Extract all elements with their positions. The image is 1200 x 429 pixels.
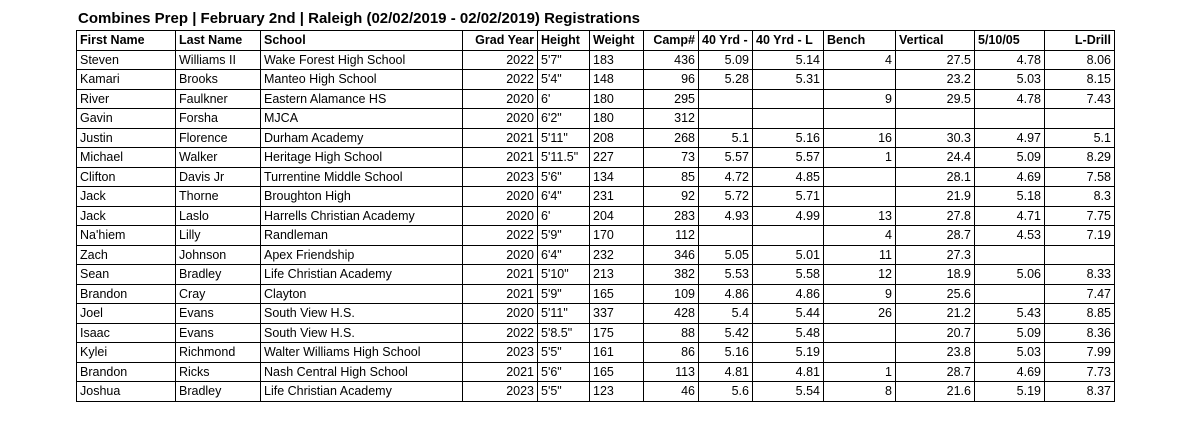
table-cell: 6'2"	[538, 109, 590, 129]
table-cell: Evans	[176, 304, 261, 324]
column-header: Weight	[590, 31, 644, 51]
table-cell: 5.1	[699, 128, 753, 148]
table-cell: 8.15	[1045, 70, 1115, 90]
table-cell: 28.7	[896, 362, 975, 382]
table-cell: 7.75	[1045, 206, 1115, 226]
column-header: L-Drill	[1045, 31, 1115, 51]
table-cell: 337	[590, 304, 644, 324]
table-cell	[824, 109, 896, 129]
table-cell: 4.69	[975, 167, 1045, 187]
table-cell: 5.14	[753, 50, 824, 70]
table-cell: 183	[590, 50, 644, 70]
table-cell: 2021	[463, 284, 538, 304]
table-cell: 295	[644, 89, 699, 109]
table-cell	[824, 323, 896, 343]
table-cell: 5.03	[975, 70, 1045, 90]
table-cell	[1045, 245, 1115, 265]
table-cell: Kamari	[77, 70, 176, 90]
table-cell: 283	[644, 206, 699, 226]
table-cell: 7.47	[1045, 284, 1115, 304]
table-cell: 21.9	[896, 187, 975, 207]
table-cell: 4.81	[699, 362, 753, 382]
table-cell: Florence	[176, 128, 261, 148]
table-cell: Brandon	[77, 362, 176, 382]
table-cell: 23.2	[896, 70, 975, 90]
table-cell: 180	[590, 89, 644, 109]
table-cell: 4.86	[699, 284, 753, 304]
table-cell: 382	[644, 265, 699, 285]
column-header: Last Name	[176, 31, 261, 51]
table-cell: 12	[824, 265, 896, 285]
table-cell: Jack	[77, 187, 176, 207]
table-cell: 73	[644, 148, 699, 168]
table-cell: 5'11"	[538, 128, 590, 148]
table-row	[77, 265, 1115, 285]
column-header: Bench	[824, 31, 896, 51]
column-header: School	[261, 31, 463, 51]
table-cell: 7.43	[1045, 89, 1115, 109]
table-cell: Clayton	[261, 284, 463, 304]
table-cell: 4.69	[975, 362, 1045, 382]
table-cell: 5.1	[1045, 128, 1115, 148]
table-cell	[975, 284, 1045, 304]
table-cell: 4.72	[699, 167, 753, 187]
table-row	[77, 304, 1115, 324]
table-cell: 9	[824, 89, 896, 109]
column-header: Height	[538, 31, 590, 51]
table-cell: 6'	[538, 206, 590, 226]
table-cell: 5'6"	[538, 167, 590, 187]
table-cell: 5.44	[753, 304, 824, 324]
table-cell: Bradley	[176, 382, 261, 402]
table-cell: Joshua	[77, 382, 176, 402]
table-row	[77, 187, 1115, 207]
table-cell: Walter Williams High School	[261, 343, 463, 363]
table-cell	[753, 109, 824, 129]
table-cell: 27.5	[896, 50, 975, 70]
table-cell	[824, 70, 896, 90]
table-cell: Nash Central High School	[261, 362, 463, 382]
table-cell: Broughton High	[261, 187, 463, 207]
table-cell: 2021	[463, 265, 538, 285]
table-cell: 268	[644, 128, 699, 148]
table-cell: 5.43	[975, 304, 1045, 324]
table-cell: 231	[590, 187, 644, 207]
table-cell: 346	[644, 245, 699, 265]
table-cell: Thorne	[176, 187, 261, 207]
table-cell	[975, 109, 1045, 129]
table-cell: 8.3	[1045, 187, 1115, 207]
table-row	[77, 206, 1115, 226]
table-cell: 5.09	[699, 50, 753, 70]
table-cell: 5.03	[975, 343, 1045, 363]
table-row	[77, 50, 1115, 70]
table-cell: 2020	[463, 89, 538, 109]
table-cell: 175	[590, 323, 644, 343]
table-cell: Apex Friendship	[261, 245, 463, 265]
table-row	[77, 148, 1115, 168]
table-cell: 7.73	[1045, 362, 1115, 382]
table-cell: 5'10"	[538, 265, 590, 285]
table-cell: Gavin	[77, 109, 176, 129]
table-cell: 204	[590, 206, 644, 226]
table-cell: 2021	[463, 128, 538, 148]
table-cell: 165	[590, 362, 644, 382]
table-cell: 86	[644, 343, 699, 363]
column-header: 5/10/05	[975, 31, 1045, 51]
table-cell: 5'7"	[538, 50, 590, 70]
table-cell: 112	[644, 226, 699, 246]
table-cell: Eastern Alamance HS	[261, 89, 463, 109]
table-cell: 4.81	[753, 362, 824, 382]
table-cell: MJCA	[261, 109, 463, 129]
table-cell: 2023	[463, 382, 538, 402]
table-cell: 227	[590, 148, 644, 168]
table-cell	[824, 343, 896, 363]
table-cell: 21.6	[896, 382, 975, 402]
table-cell: 2022	[463, 70, 538, 90]
table-row	[77, 167, 1115, 187]
table-cell: 2022	[463, 323, 538, 343]
table-cell: Zach	[77, 245, 176, 265]
table-cell: 27.3	[896, 245, 975, 265]
table-cell: 5.57	[753, 148, 824, 168]
table-cell: 28.1	[896, 167, 975, 187]
table-cell: Evans	[176, 323, 261, 343]
table-cell: 134	[590, 167, 644, 187]
table-cell: 312	[644, 109, 699, 129]
table-cell: Wake Forest High School	[261, 50, 463, 70]
table-cell: 5.58	[753, 265, 824, 285]
table-cell: 5.16	[699, 343, 753, 363]
table-row	[77, 70, 1115, 90]
table-cell: 5'9"	[538, 226, 590, 246]
table-cell: Jack	[77, 206, 176, 226]
table-cell: 6'	[538, 89, 590, 109]
table-cell: 1	[824, 148, 896, 168]
column-header: Grad Year	[463, 31, 538, 51]
table-cell: 4.97	[975, 128, 1045, 148]
table-cell: Michael	[77, 148, 176, 168]
table-cell: Williams II	[176, 50, 261, 70]
table-cell: South View H.S.	[261, 323, 463, 343]
table-row	[77, 382, 1115, 402]
table-cell: 2020	[463, 206, 538, 226]
table-cell: 5.53	[699, 265, 753, 285]
table-cell: 436	[644, 50, 699, 70]
table-cell: 8.29	[1045, 148, 1115, 168]
table-row	[77, 343, 1115, 363]
table-header-row	[77, 31, 1115, 51]
table-cell: 109	[644, 284, 699, 304]
table-cell: Isaac	[77, 323, 176, 343]
table-cell: 232	[590, 245, 644, 265]
column-header: 40 Yrd - L	[753, 31, 824, 51]
table-cell	[699, 89, 753, 109]
table-cell: Walker	[176, 148, 261, 168]
table-cell: 5.19	[975, 382, 1045, 402]
table-cell: 161	[590, 343, 644, 363]
table-cell: 4.78	[975, 50, 1045, 70]
table-cell: Steven	[77, 50, 176, 70]
table-cell: 6'4"	[538, 187, 590, 207]
table-cell: 5.31	[753, 70, 824, 90]
table-cell: 4.86	[753, 284, 824, 304]
table-cell	[824, 167, 896, 187]
table-cell: 5'6"	[538, 362, 590, 382]
table-row	[77, 128, 1115, 148]
table-cell: 4.71	[975, 206, 1045, 226]
table-row	[77, 323, 1115, 343]
table-cell: Bradley	[176, 265, 261, 285]
table-cell: Harrells Christian Academy	[261, 206, 463, 226]
table-cell	[975, 245, 1045, 265]
table-cell	[896, 109, 975, 129]
table-cell: 2020	[463, 245, 538, 265]
table-cell: 7.19	[1045, 226, 1115, 246]
table-cell: Davis Jr	[176, 167, 261, 187]
table-cell: 8.37	[1045, 382, 1115, 402]
table-cell: 4.53	[975, 226, 1045, 246]
table-cell: 5'11.5"	[538, 148, 590, 168]
table-cell: Durham Academy	[261, 128, 463, 148]
table-cell: 16	[824, 128, 896, 148]
table-row	[77, 284, 1115, 304]
table-cell: Johnson	[176, 245, 261, 265]
table-cell: 5.4	[699, 304, 753, 324]
table-cell: 5.09	[975, 323, 1045, 343]
table-cell: 5.48	[753, 323, 824, 343]
table-cell: 26	[824, 304, 896, 324]
table-cell: Brooks	[176, 70, 261, 90]
table-cell: 170	[590, 226, 644, 246]
table-cell	[1045, 109, 1115, 129]
table-cell: South View H.S.	[261, 304, 463, 324]
table-cell: 46	[644, 382, 699, 402]
table-cell: 5.05	[699, 245, 753, 265]
table-cell: 8.33	[1045, 265, 1115, 285]
table-cell: 23.8	[896, 343, 975, 363]
page-title: Combines Prep | February 2nd | Raleigh (02/02/2019 - 02/02/2019) Registrations	[78, 10, 640, 27]
table-cell: 27.8	[896, 206, 975, 226]
table-cell: 5.6	[699, 382, 753, 402]
table-cell: 2022	[463, 50, 538, 70]
table-cell: 5'9"	[538, 284, 590, 304]
table-cell: 8	[824, 382, 896, 402]
table-cell: 5'5"	[538, 343, 590, 363]
table-cell: 5'11"	[538, 304, 590, 324]
column-header: Camp#	[644, 31, 699, 51]
table-cell: 2020	[463, 304, 538, 324]
table-cell: 21.2	[896, 304, 975, 324]
table-cell: 5.54	[753, 382, 824, 402]
table-cell: 8.36	[1045, 323, 1115, 343]
table-cell: 123	[590, 382, 644, 402]
table-cell: Life Christian Academy	[261, 265, 463, 285]
table-cell: Manteo High School	[261, 70, 463, 90]
table-row	[77, 245, 1115, 265]
table-cell: Laslo	[176, 206, 261, 226]
table-cell: 25.6	[896, 284, 975, 304]
table-cell: 5.19	[753, 343, 824, 363]
table-cell: 113	[644, 362, 699, 382]
table-cell: 5.09	[975, 148, 1045, 168]
table-cell: 5.72	[699, 187, 753, 207]
table-cell	[753, 89, 824, 109]
table-cell: Justin	[77, 128, 176, 148]
column-header: First Name	[77, 31, 176, 51]
table-cell: 180	[590, 109, 644, 129]
table-row	[77, 109, 1115, 129]
table-cell: 85	[644, 167, 699, 187]
table-cell: 29.5	[896, 89, 975, 109]
table-cell: 24.4	[896, 148, 975, 168]
table-cell: Heritage High School	[261, 148, 463, 168]
table-cell: Cray	[176, 284, 261, 304]
table-cell: 4	[824, 226, 896, 246]
table-cell: 5.06	[975, 265, 1045, 285]
table-cell: 92	[644, 187, 699, 207]
table-cell: 2023	[463, 343, 538, 363]
table-cell: 2022	[463, 226, 538, 246]
table-cell: 2021	[463, 362, 538, 382]
table-cell: 4	[824, 50, 896, 70]
table-cell: 20.7	[896, 323, 975, 343]
registrations-table	[76, 30, 1115, 402]
table-cell: 6'4"	[538, 245, 590, 265]
table-cell: Clifton	[77, 167, 176, 187]
table-cell: Turrentine Middle School	[261, 167, 463, 187]
table-cell: Life Christian Academy	[261, 382, 463, 402]
column-header: Vertical	[896, 31, 975, 51]
table-cell: 2021	[463, 148, 538, 168]
table-cell: 165	[590, 284, 644, 304]
table-cell: 5'5"	[538, 382, 590, 402]
table-cell: Brandon	[77, 284, 176, 304]
table-cell: 30.3	[896, 128, 975, 148]
table-cell: 5.16	[753, 128, 824, 148]
table-cell: 5.57	[699, 148, 753, 168]
table-cell: 5.42	[699, 323, 753, 343]
table-cell: 4.99	[753, 206, 824, 226]
table-cell: 2023	[463, 167, 538, 187]
table-cell: 8.85	[1045, 304, 1115, 324]
table-cell: Kylei	[77, 343, 176, 363]
table-cell: 5.01	[753, 245, 824, 265]
table-cell	[753, 226, 824, 246]
table-cell: 5.71	[753, 187, 824, 207]
table-cell: 7.99	[1045, 343, 1115, 363]
table-cell: River	[77, 89, 176, 109]
table-cell: 9	[824, 284, 896, 304]
table-cell: 213	[590, 265, 644, 285]
table-row	[77, 89, 1115, 109]
table-cell	[699, 109, 753, 129]
table-cell	[699, 226, 753, 246]
table-cell: 2020	[463, 109, 538, 129]
table-cell: 18.9	[896, 265, 975, 285]
table-row	[77, 362, 1115, 382]
table-cell: 2020	[463, 187, 538, 207]
table-cell: Faulkner	[176, 89, 261, 109]
table-cell: 13	[824, 206, 896, 226]
table-body	[77, 50, 1115, 401]
table-cell: Forsha	[176, 109, 261, 129]
table-cell: 4.85	[753, 167, 824, 187]
table-cell: Joel	[77, 304, 176, 324]
table-cell: 148	[590, 70, 644, 90]
table-cell: Randleman	[261, 226, 463, 246]
table-cell: Na'hiem	[77, 226, 176, 246]
table-cell: 88	[644, 323, 699, 343]
table-cell: 5'4"	[538, 70, 590, 90]
table-cell: 1	[824, 362, 896, 382]
table-cell: 5.28	[699, 70, 753, 90]
table-cell: 4.93	[699, 206, 753, 226]
table-cell: 428	[644, 304, 699, 324]
table-cell: 96	[644, 70, 699, 90]
table-cell: Ricks	[176, 362, 261, 382]
table-cell: Richmond	[176, 343, 261, 363]
table-cell: 5'8.5"	[538, 323, 590, 343]
table-cell: Lilly	[176, 226, 261, 246]
column-header: 40 Yrd -	[699, 31, 753, 51]
table-cell: 4.78	[975, 89, 1045, 109]
table-cell: 7.58	[1045, 167, 1115, 187]
table-cell: 5.18	[975, 187, 1045, 207]
table-cell: 8.06	[1045, 50, 1115, 70]
table-row	[77, 226, 1115, 246]
table-cell: 208	[590, 128, 644, 148]
table-cell: 11	[824, 245, 896, 265]
table-cell: 28.7	[896, 226, 975, 246]
table-cell: Sean	[77, 265, 176, 285]
table-cell	[824, 187, 896, 207]
